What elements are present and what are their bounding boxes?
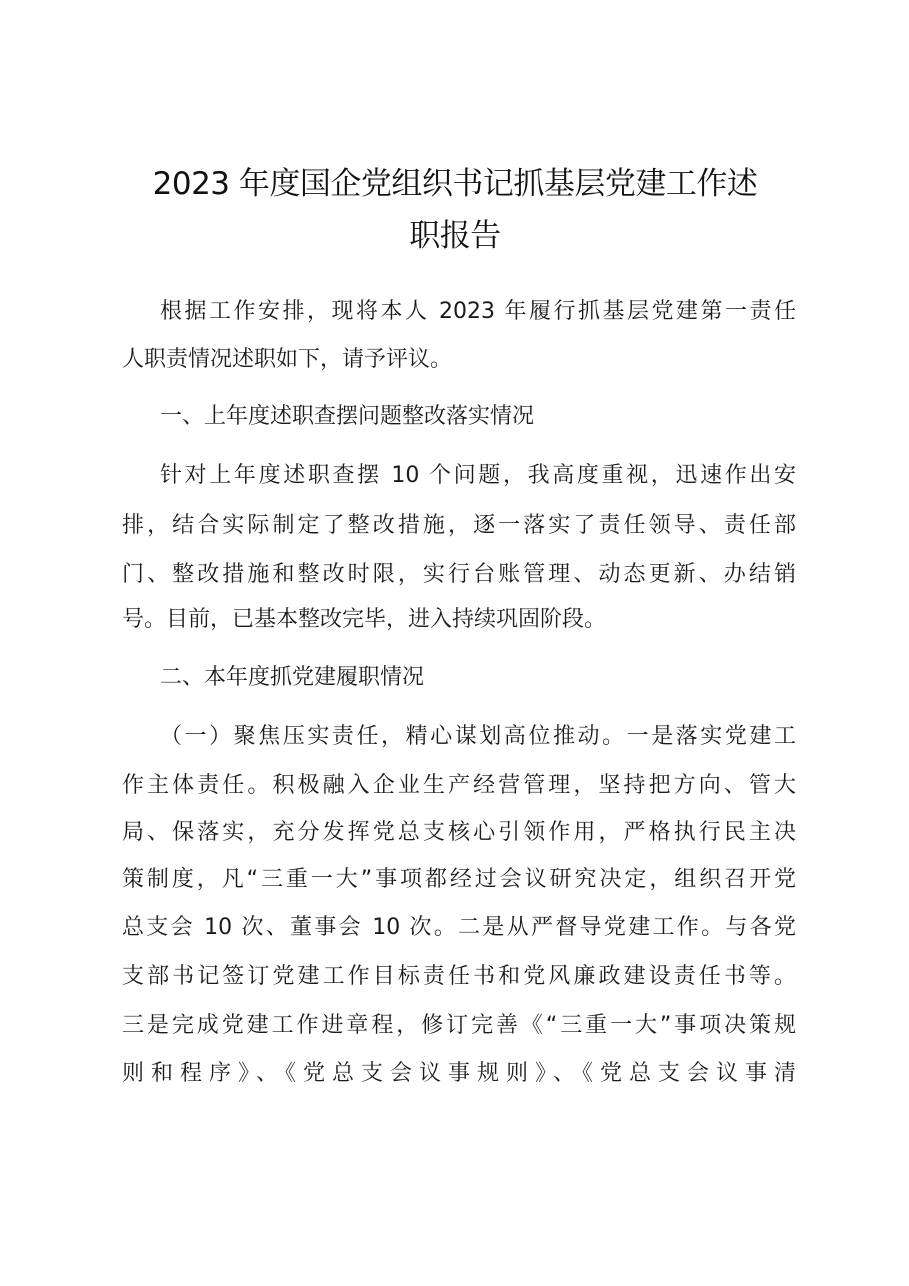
- document-title: [110, 158, 800, 262]
- body-line: 排，结合实际制定了整改措施，逐一落实了责任领导、责任部: [122, 513, 796, 538]
- body-line: 总支会 10 次、董事会 10 次。二是从严督导党建工作。与各党: [122, 915, 796, 940]
- body-line: 则和程序》、《党总支会议事规则》、《党总支会议事清: [122, 1061, 796, 1086]
- body-line: 支部书记签订党建工作目标责任书和党风廉政建设责任书等。: [122, 964, 796, 989]
- section-heading-2: 二、本年度抓党建履职情况: [160, 665, 425, 690]
- body-line: 人职责情况述职如下，请予评议。: [122, 347, 453, 372]
- body-line: 号。目前，已基本整改完毕，进入持续巩固阶段。: [122, 607, 607, 632]
- body-line: 策制度，凡“三重一大”事项都经过会议研究决定，组织召开党: [122, 867, 796, 892]
- body-line: 针对上年度述职查摆 10 个问题，我高度重视，迅速作出安: [160, 463, 796, 488]
- body-line: 作主体责任。积极融入企业生产经营管理，坚持把方向、管大: [122, 773, 796, 798]
- body-line: 局、保落实，充分发挥党总支核心引领作用，严格执行民主决: [122, 820, 796, 845]
- document-title-line-2: 职报告: [409, 218, 501, 254]
- body-line: 根据工作安排，现将本人 2023 年履行抓基层党建第一责任: [160, 299, 796, 324]
- body-line: 三是完成党建工作进章程，修订完善《“三重一大”事项决策规: [122, 1013, 797, 1038]
- body-line: 门、整改措施和整改时限，实行台账管理、动态更新、办结销: [122, 562, 796, 587]
- document-title-line-1: 2023 年度国企党组织书记抓基层党建工作述: [152, 166, 758, 202]
- body-line: （一）聚焦压实责任，精心谋划高位推动。一是落实党建工: [160, 724, 796, 749]
- section-heading-1: 一、上年度述职查摆问题整改落实情况: [160, 404, 535, 429]
